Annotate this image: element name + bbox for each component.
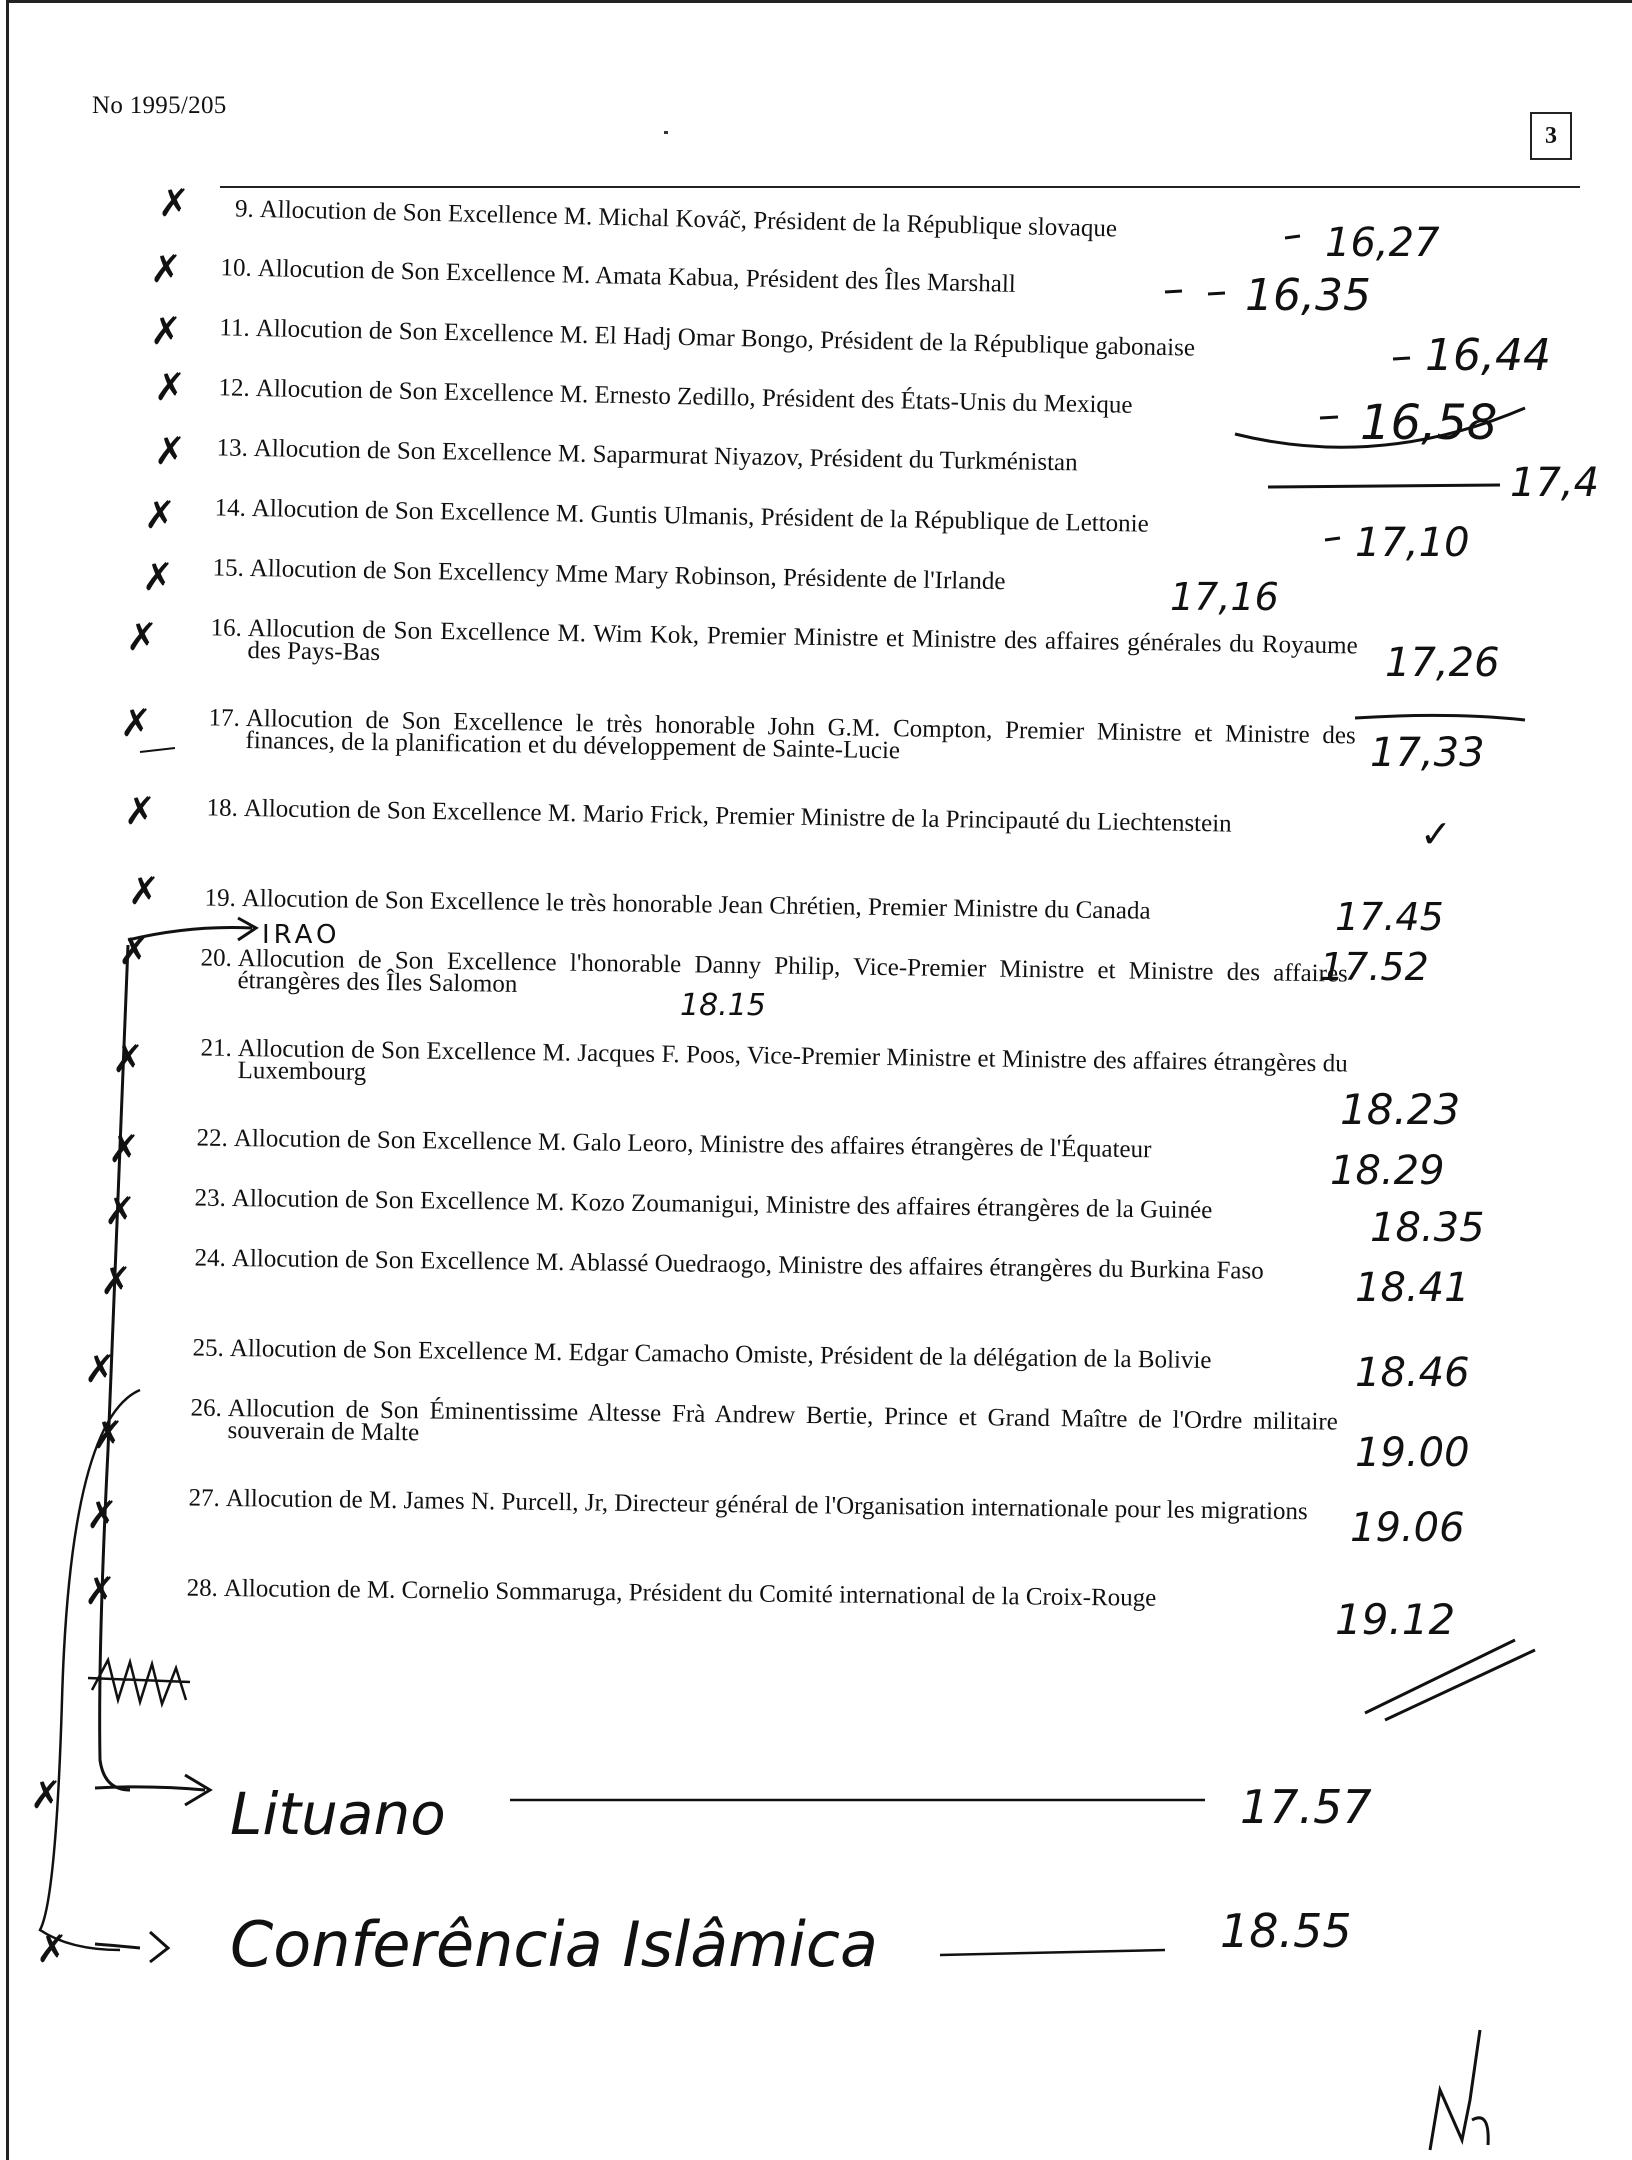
agenda-item-text: Allocution de Son Excellence M. Galo Leoro, Ministre des affaires étrangères de l'Équateur [233,1125,1152,1164]
agenda-item-text: Allocution de Son Excellence M. Wim Kok, Premier Ministre et Ministre des affaires générales du Royaume des Pays-Bas [247,615,1358,667]
handwritten-time: 17,26 [1385,640,1500,686]
handwritten-time: 18.23 [1340,1085,1461,1134]
agenda-item-number: 18. [206,794,239,822]
handwritten-time: 19.00 [1355,1430,1470,1476]
handwritten-added-label-2: Conferência Islâmica [230,1908,878,1981]
agenda-item-number: 20. [200,944,233,972]
x-mark-icon: ✗ [142,555,174,599]
handwritten-time: 17,16 [1170,575,1279,619]
x-mark-icon: ✗ [84,1347,116,1391]
x-mark-icon: ✗ [154,429,186,473]
agenda-item-number: 15. [212,554,245,582]
handwritten-added-time-2: 18.55 [1220,1904,1352,1958]
handwritten-time: 16,35 [1245,270,1371,321]
x-mark-icon: ✗ [112,1037,144,1081]
agenda-item-text: Allocution de Son Excellence l'honorable Danny Philip, Vice-Premier Ministre et Ministre des affaires étrangères des Îles Salomon [237,945,1348,998]
agenda-item-number: 28. [186,1574,219,1602]
agenda-item-number: 12. [218,374,251,402]
agenda-item-number: 21. [200,1034,233,1062]
x-mark-icon: ✗ [36,1927,68,1971]
agenda-item-text: Allocution de Son Excellence le très honorable Jean Chrétien, Premier Ministre du Canada [241,885,1151,925]
agenda-item-number: 11. [219,314,251,342]
handwritten-added-label-1: Lituano [230,1780,446,1848]
agenda-item-text: Allocution de Son Excellence M. Ernesto Zedillo, Président des États-Unis du Mexique [255,375,1133,419]
handwritten-time: 17.45 [1335,895,1444,939]
agenda-item-number: 13. [216,434,249,462]
handwritten-time: 18.35 [1370,1205,1485,1251]
handwritten-time: ✓ [1420,812,1452,856]
handwritten-time: 19.06 [1350,1505,1465,1551]
agenda-item-number: 24. [194,1244,227,1272]
agenda-item-text: Allocution de Son Excellence M. Guntis Ulmanis, Président de la République de Lettonie [251,495,1149,538]
agenda-item-number: 19. [204,884,237,912]
agenda-item-number: 9. [234,195,255,223]
handwritten-time: 18.29 [1330,1148,1445,1194]
handwritten-time: 16,27 [1325,220,1440,266]
handwritten-time: 18.41 [1355,1265,1470,1311]
handwritten-added-time-1: 17.57 [1240,1780,1372,1834]
handwritten-time-inline: 18.15 [680,988,766,1023]
agenda-item-text: Allocution de Son Excellence M. Edgar Camacho Omiste, Président de la délégation de la Bolivie [229,1335,1212,1374]
agenda-item-text: Allocution de Son Excellence M. Saparmurat Niyazov, Président du Turkménistan [253,435,1078,477]
agenda-item-text: Allocution de M. James N. Purcell, Jr, Directeur général de l'Organisation internationale pour les migrations [225,1485,1308,1526]
x-mark-icon: ✗ [144,493,176,537]
x-mark-icon: ✗ [124,789,156,833]
agenda-item-text: Allocution de Son Excellence M. Jacques F. Poos, Vice-Premier Ministre et Ministre des affaires étrangères du Luxembourg [237,1035,1348,1086]
agenda-item-number: 16. [210,614,243,642]
x-mark-icon: ✗ [120,701,152,745]
handwritten-time: 18.46 [1355,1350,1470,1396]
handwritten-time: 17,10 [1355,520,1470,566]
x-mark-icon: ✗ [150,247,182,291]
handwritten-time: 17,4 [1510,460,1600,506]
header-rule [220,186,1580,188]
handwritten-time: 19.12 [1335,1595,1456,1644]
x-mark-icon: ✗ [158,181,190,225]
handwritten-time: 17.52 [1320,945,1429,989]
document-number: No 1995/205 [92,92,227,119]
agenda-item-text: Allocution de Son Excellence M. Kozo Zoumanigui, Ministre des affaires étrangères de la Guinée [231,1185,1213,1224]
agenda-item-number: 27. [188,1484,221,1512]
x-mark-icon: ✗ [104,1189,136,1233]
handwritten-time: 16,44 [1425,330,1551,381]
x-mark-icon: ✗ [150,309,182,353]
agenda-item-number: 23. [194,1184,227,1212]
agenda-item-number: 17. [208,704,241,732]
x-mark-icon: ✗ [100,1259,132,1303]
handwritten-time: 17,33 [1370,730,1485,776]
agenda-item-text: Allocution de Son Excellence le très honorable John G.M. Compton, Premier Ministre et Ministre des finances, de la planification et du développement de Sainte-Lucie [245,705,1356,765]
agenda-item-text: Allocution de Son Excellence M. Amata Kabua, Président des Îles Marshall [257,255,1017,298]
agenda-item-number: 25. [192,1334,225,1362]
agenda-item-number: 26. [190,1394,223,1422]
speck [664,131,668,134]
agenda-item-number: 22. [196,1124,229,1152]
agenda-item-text: Allocution de Son Excellency Mme Mary Robinson, Présidente de l'Irlande [249,555,1006,596]
agenda-item-text: Allocution de M. Cornelio Sommaruga, Président du Comité international de la Croix-Rouge [223,1575,1157,1612]
handwritten-time: 16,58 [1360,395,1498,451]
x-mark-icon: ✗ [128,869,160,913]
agenda-item-number: 14. [214,494,247,522]
x-mark-icon: ✗ [86,1493,118,1537]
handwritten-irao: IRAO [262,920,341,950]
agenda-item-text: Allocution de Son Excellence M. El Hadj Omar Bongo, Président de la République gabonaise [255,315,1196,362]
agenda-item-text: Allocution de Son Éminentissime Altesse Frà Andrew Bertie, Prince et Grand Maître de l'Ordre militaire souverain de Malte [227,1395,1338,1447]
x-mark-icon: ✗ [154,365,186,409]
x-mark-icon: ✗ [108,1127,140,1171]
x-mark-icon: ✗ [30,1773,62,1817]
agenda-item-text: Allocution de Son Excellence M. Michal Kováč, Président de la République slovaque [259,196,1118,243]
agenda-item-number: 10. [220,254,253,282]
agenda-item-text: Allocution de Son Excellence M. Mario Frick, Premier Ministre de la Principauté du Liechtenstein [243,795,1232,838]
page-number-box: 3 [1530,112,1572,160]
x-mark-icon: ✗ [118,929,150,973]
x-mark-icon: ✗ [84,1569,116,1613]
agenda-item-text: Allocution de Son Excellence M. Ablassé Ouedraogo, Ministre des affaires étrangères du Burkina Faso [231,1245,1264,1285]
x-mark-icon: ✗ [92,1413,124,1457]
x-mark-icon: ✗ [126,615,158,659]
